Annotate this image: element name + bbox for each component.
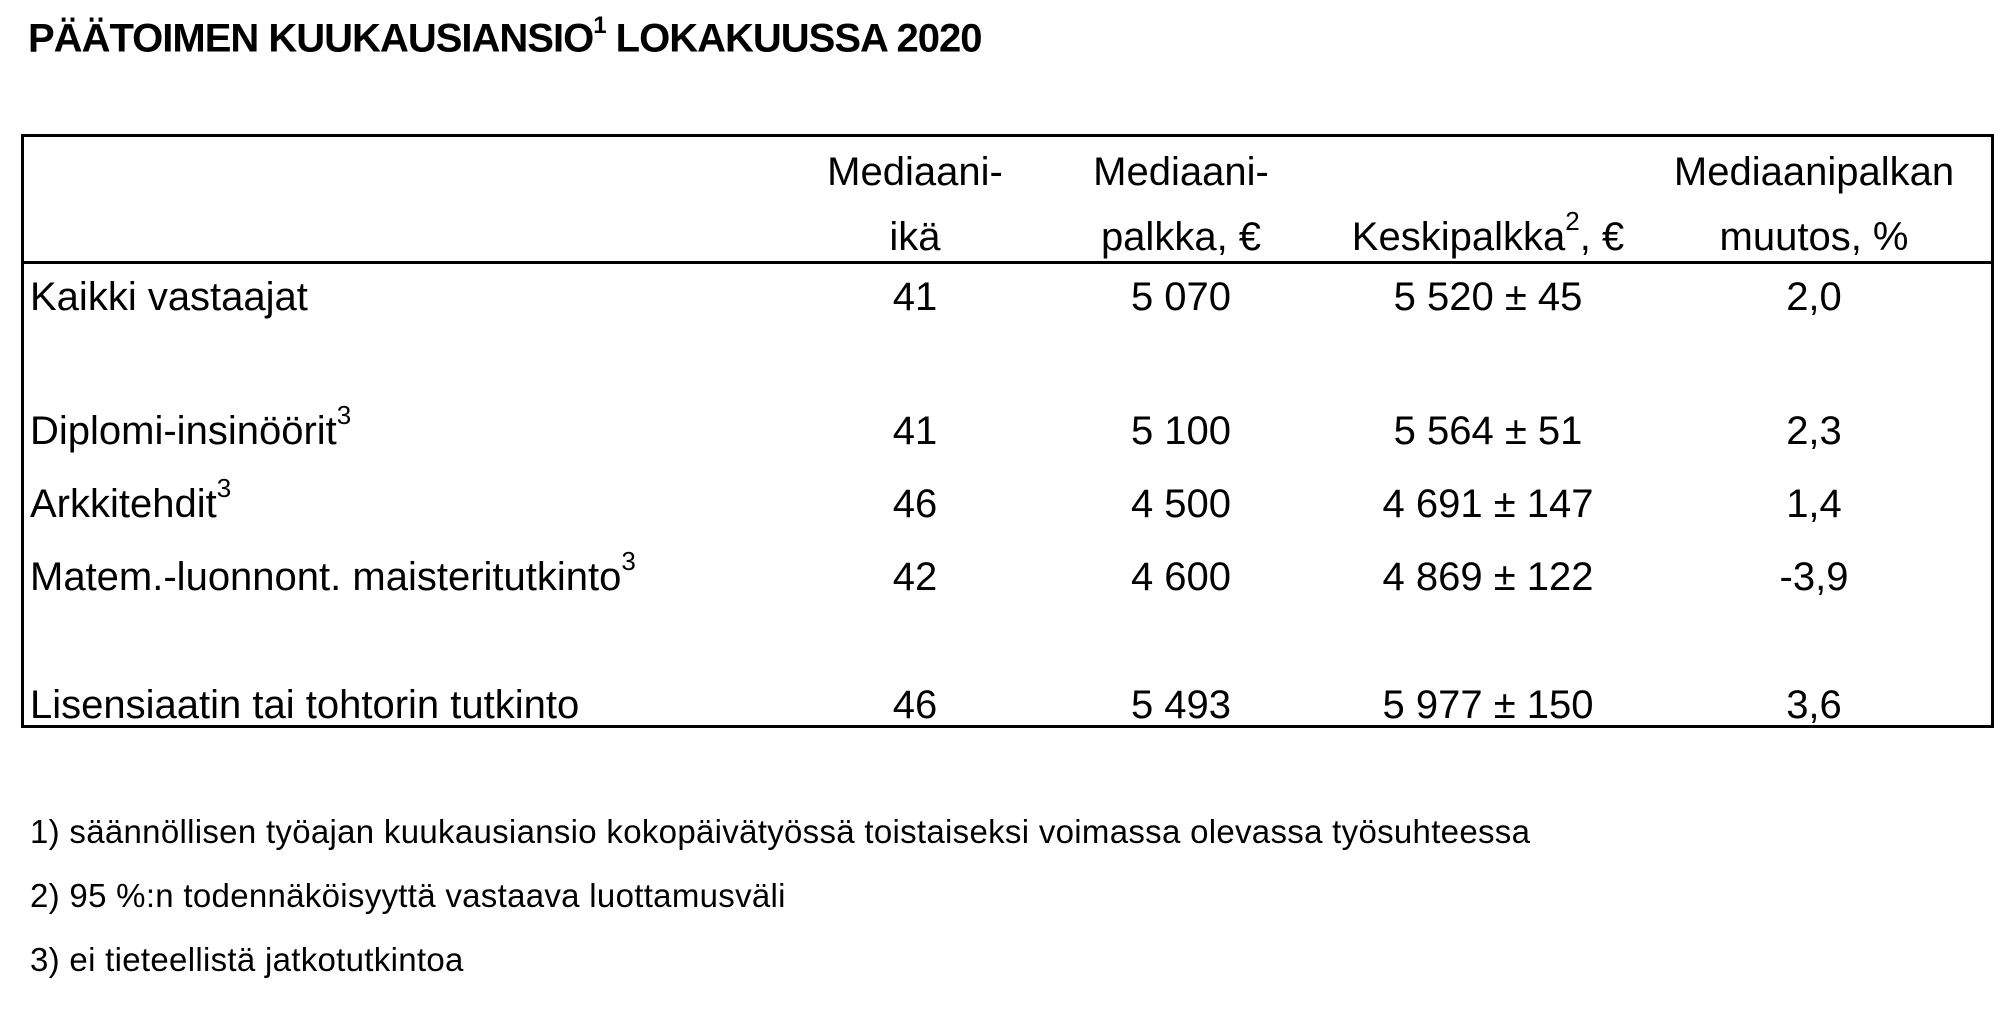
column-header-line bbox=[1328, 140, 1648, 205]
cell-median-change: 1,4 bbox=[1786, 482, 1842, 526]
footnote-marker: 2 bbox=[1565, 205, 1580, 236]
cell-median-age: 46 bbox=[892, 683, 938, 727]
row-label-text: Kaikki vastaajat bbox=[30, 275, 308, 319]
cell-median-change: -3,9 bbox=[1779, 555, 1849, 599]
column-header-line: Mediaani- bbox=[1093, 150, 1269, 194]
page-title bbox=[28, 12, 982, 61]
row-label-text: Diplomi-insinöörit bbox=[30, 409, 337, 453]
cell-median-age: 41 bbox=[892, 409, 938, 453]
cell-median-salary: 5 070 bbox=[1130, 275, 1232, 319]
footnote-marker: 3 bbox=[336, 399, 352, 430]
column-header-line: muutos, % bbox=[1719, 215, 1909, 259]
cell-mean-salary: 4 691 ± 147 bbox=[1382, 482, 1594, 526]
column-header-median-salary bbox=[1021, 140, 1341, 270]
row-label bbox=[30, 401, 351, 461]
cell-median-change: 3,6 bbox=[1786, 683, 1842, 727]
footnote: 2) 95 %:n todennäköisyyttä vastaava luottamusväli bbox=[30, 877, 786, 914]
column-header-unit: , € bbox=[1579, 215, 1625, 259]
cell-mean-salary: 5 977 ± 150 bbox=[1382, 683, 1594, 727]
title-text: PÄÄTOIMEN KUUKAUSIANSIO bbox=[28, 16, 594, 61]
cell-median-salary: 4 600 bbox=[1130, 555, 1232, 599]
row-label-text: Matem.-luonnont. maisteritutkinto bbox=[30, 555, 622, 599]
row-label-text: Arkkitehdit bbox=[30, 482, 217, 526]
column-header-line: Mediaanipalkan bbox=[1673, 150, 1955, 194]
footnote-marker: 3 bbox=[216, 472, 232, 503]
title-footnote-marker: 1 bbox=[593, 12, 606, 39]
column-header-text: Keskipalkka bbox=[1351, 215, 1566, 259]
column-header-line: ikä bbox=[889, 215, 941, 259]
footnote: 1) säännöllisen työajan kuukausiansio kokopäivätyössä toistaiseksi voimassa olevassa työsuhteessa bbox=[30, 813, 1531, 850]
cell-median-salary: 5 493 bbox=[1130, 683, 1232, 727]
footnote: 3) ei tieteellistä jatkotutkintoa bbox=[30, 941, 464, 978]
cell-mean-salary: 5 520 ± 45 bbox=[1393, 275, 1583, 319]
cell-median-change: 2,0 bbox=[1786, 275, 1842, 319]
cell-median-age: 42 bbox=[892, 555, 938, 599]
title-text-end: LOKAKUUSSA 2020 bbox=[605, 16, 982, 61]
row-label bbox=[30, 675, 579, 735]
column-header-median-change bbox=[1654, 140, 1974, 270]
row-label bbox=[30, 267, 308, 327]
row-label-text: Lisensiaatin tai tohtorin tutkinto bbox=[30, 683, 580, 727]
row-label bbox=[30, 474, 231, 534]
column-header-mean-salary bbox=[1328, 140, 1648, 270]
cell-median-salary: 5 100 bbox=[1130, 409, 1232, 453]
row-label bbox=[30, 547, 636, 607]
cell-median-salary: 4 500 bbox=[1130, 482, 1232, 526]
column-header-line: Mediaani- bbox=[827, 150, 1003, 194]
cell-median-age: 41 bbox=[892, 275, 938, 319]
cell-mean-salary: 5 564 ± 51 bbox=[1393, 409, 1583, 453]
column-header-line bbox=[1328, 205, 1648, 270]
cell-median-change: 2,3 bbox=[1786, 409, 1842, 453]
cell-mean-salary: 4 869 ± 122 bbox=[1382, 555, 1594, 599]
footnote-marker: 3 bbox=[621, 545, 636, 576]
column-header-line: palkka, € bbox=[1100, 215, 1262, 259]
cell-median-age: 46 bbox=[892, 482, 938, 526]
